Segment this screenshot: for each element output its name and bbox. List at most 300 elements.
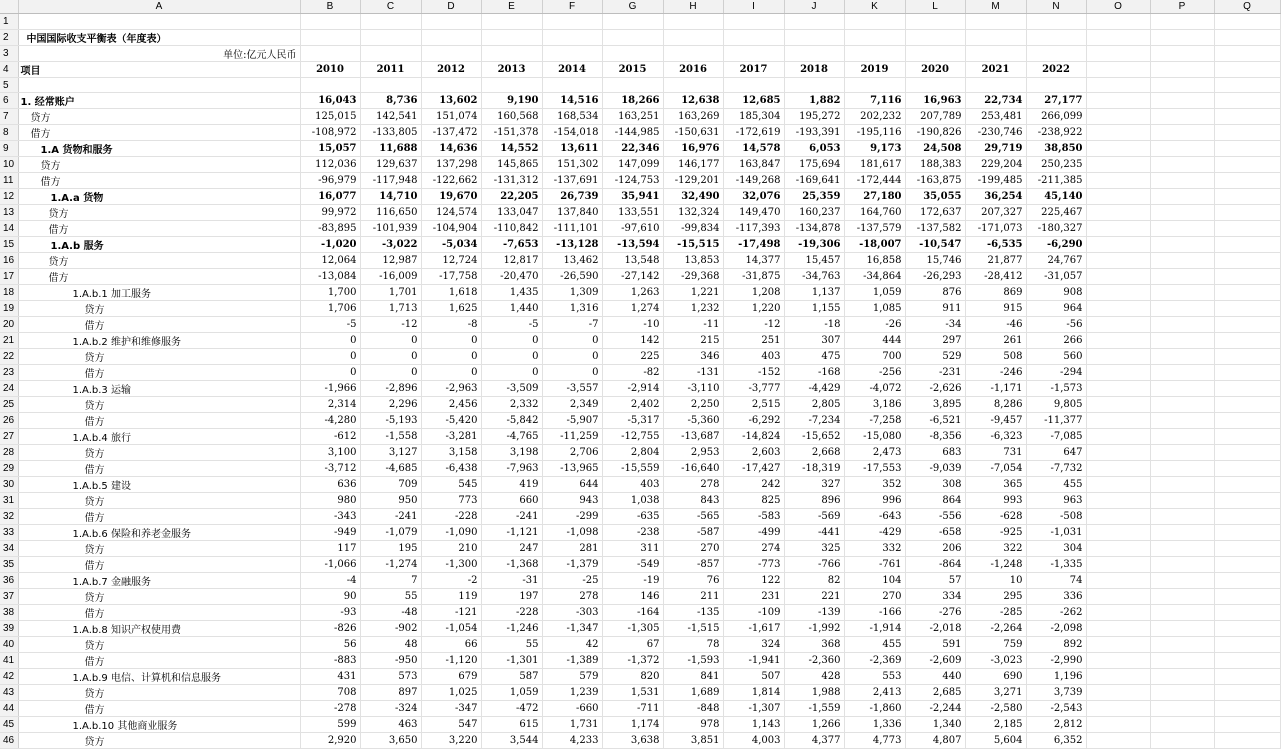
value-cell[interactable]: -6,438 — [421, 461, 481, 477]
value-cell[interactable]: 690 — [965, 669, 1026, 685]
item-label[interactable]: 贷方 — [18, 589, 300, 605]
row-header[interactable]: 33 — [0, 525, 18, 541]
cell[interactable] — [1086, 253, 1150, 269]
value-cell[interactable]: 547 — [421, 717, 481, 733]
row-header[interactable]: 4 — [0, 61, 18, 77]
value-cell[interactable]: -17,498 — [723, 237, 784, 253]
value-cell[interactable]: 12,817 — [481, 253, 542, 269]
value-cell[interactable]: -1,992 — [784, 621, 844, 637]
row-header[interactable]: 30 — [0, 477, 18, 493]
value-cell[interactable]: 599 — [300, 717, 360, 733]
value-cell[interactable]: 3,895 — [905, 397, 965, 413]
value-cell[interactable]: -569 — [784, 509, 844, 525]
cell[interactable] — [905, 14, 965, 30]
cell[interactable] — [965, 45, 1026, 61]
value-cell[interactable]: 125,015 — [300, 109, 360, 125]
cell[interactable] — [1086, 541, 1150, 557]
value-cell[interactable]: 2,812 — [1026, 717, 1086, 733]
cell[interactable] — [1086, 669, 1150, 685]
value-cell[interactable]: 700 — [844, 349, 905, 365]
value-cell[interactable]: 15,746 — [905, 253, 965, 269]
item-label[interactable]: 借方 — [18, 221, 300, 237]
value-cell[interactable]: 195,272 — [784, 109, 844, 125]
value-cell[interactable]: 2,668 — [784, 445, 844, 461]
value-cell[interactable]: 14,377 — [723, 253, 784, 269]
cell[interactable] — [1086, 685, 1150, 701]
value-cell[interactable]: 0 — [481, 333, 542, 349]
value-cell[interactable]: 195 — [360, 541, 421, 557]
cell[interactable] — [1150, 189, 1214, 205]
cell[interactable] — [1150, 253, 1214, 269]
value-cell[interactable]: -303 — [542, 605, 602, 621]
cell[interactable] — [1214, 61, 1280, 77]
cell[interactable] — [1214, 541, 1280, 557]
value-cell[interactable]: 996 — [844, 493, 905, 509]
value-cell[interactable]: 1,701 — [360, 285, 421, 301]
value-cell[interactable]: -2,264 — [965, 621, 1026, 637]
value-cell[interactable]: 207,789 — [905, 109, 965, 125]
cell[interactable] — [723, 14, 784, 30]
row-header[interactable]: 21 — [0, 333, 18, 349]
value-cell[interactable]: -1,090 — [421, 525, 481, 541]
value-cell[interactable]: 365 — [965, 477, 1026, 493]
value-cell[interactable]: 869 — [965, 285, 1026, 301]
value-cell[interactable]: -2,018 — [905, 621, 965, 637]
value-cell[interactable]: -56 — [1026, 317, 1086, 333]
value-cell[interactable]: -20,470 — [481, 269, 542, 285]
value-cell[interactable]: 26,739 — [542, 189, 602, 205]
value-cell[interactable]: 1,025 — [421, 685, 481, 701]
item-label[interactable]: 贷方 — [18, 301, 300, 317]
cell[interactable] — [1086, 493, 1150, 509]
value-cell[interactable]: -276 — [905, 605, 965, 621]
value-cell[interactable]: 2,953 — [663, 445, 723, 461]
value-cell[interactable]: 55 — [481, 637, 542, 653]
column-header[interactable]: A — [18, 0, 300, 14]
value-cell[interactable]: -111,101 — [542, 221, 602, 237]
cell[interactable] — [1150, 285, 1214, 301]
value-cell[interactable]: 0 — [421, 365, 481, 381]
cell[interactable] — [965, 77, 1026, 93]
value-cell[interactable]: -122,662 — [421, 173, 481, 189]
cell[interactable] — [300, 45, 360, 61]
value-cell[interactable]: -168 — [784, 365, 844, 381]
value-cell[interactable]: -3,110 — [663, 381, 723, 397]
value-cell[interactable]: 773 — [421, 493, 481, 509]
value-cell[interactable]: 444 — [844, 333, 905, 349]
cell[interactable] — [1086, 733, 1150, 749]
value-cell[interactable]: -171,073 — [965, 221, 1026, 237]
value-cell[interactable]: 455 — [1026, 477, 1086, 493]
value-cell[interactable]: -1,274 — [360, 557, 421, 573]
row-header[interactable]: 24 — [0, 381, 18, 397]
cell[interactable] — [784, 77, 844, 93]
value-cell[interactable]: -19,306 — [784, 237, 844, 253]
value-cell[interactable]: 19,670 — [421, 189, 481, 205]
value-cell[interactable]: 78 — [663, 637, 723, 653]
cell[interactable] — [1214, 557, 1280, 573]
cell[interactable] — [1086, 413, 1150, 429]
value-cell[interactable]: -2,609 — [905, 653, 965, 669]
cell[interactable] — [602, 77, 663, 93]
value-cell[interactable]: -499 — [723, 525, 784, 541]
value-cell[interactable]: 1,440 — [481, 301, 542, 317]
cell[interactable] — [1214, 109, 1280, 125]
cell[interactable] — [1214, 509, 1280, 525]
cell[interactable] — [542, 29, 602, 45]
value-cell[interactable]: 0 — [421, 333, 481, 349]
cell[interactable] — [1214, 29, 1280, 45]
value-cell[interactable]: -7,258 — [844, 413, 905, 429]
value-cell[interactable]: -180,327 — [1026, 221, 1086, 237]
row-header[interactable]: 34 — [0, 541, 18, 557]
value-cell[interactable]: 1,274 — [602, 301, 663, 317]
value-cell[interactable]: 324 — [723, 637, 784, 653]
cell[interactable] — [1214, 573, 1280, 589]
value-cell[interactable]: -211,385 — [1026, 173, 1086, 189]
value-cell[interactable]: 281 — [542, 541, 602, 557]
value-cell[interactable]: -2,626 — [905, 381, 965, 397]
value-cell[interactable]: -6,323 — [965, 429, 1026, 445]
cell[interactable] — [1150, 157, 1214, 173]
value-cell[interactable]: -34,864 — [844, 269, 905, 285]
row-header[interactable]: 32 — [0, 509, 18, 525]
cell[interactable] — [1086, 701, 1150, 717]
value-cell[interactable]: 2,804 — [602, 445, 663, 461]
column-header[interactable]: L — [905, 0, 965, 14]
value-cell[interactable]: -133,805 — [360, 125, 421, 141]
value-cell[interactable]: -3,777 — [723, 381, 784, 397]
cell[interactable] — [1086, 557, 1150, 573]
row-header[interactable]: 28 — [0, 445, 18, 461]
value-cell[interactable]: 1,239 — [542, 685, 602, 701]
value-cell[interactable]: -1,066 — [300, 557, 360, 573]
value-cell[interactable]: -31 — [481, 573, 542, 589]
cell[interactable] — [360, 14, 421, 30]
cell[interactable] — [1086, 717, 1150, 733]
value-cell[interactable]: 24,767 — [1026, 253, 1086, 269]
cell[interactable] — [1150, 205, 1214, 221]
cell[interactable] — [1086, 333, 1150, 349]
cell[interactable] — [1214, 45, 1280, 61]
value-cell[interactable]: -5,420 — [421, 413, 481, 429]
year-header[interactable]: 2010 — [300, 61, 360, 77]
row-header[interactable]: 7 — [0, 109, 18, 125]
value-cell[interactable]: -1,031 — [1026, 525, 1086, 541]
value-cell[interactable]: 0 — [360, 333, 421, 349]
cell[interactable] — [1086, 637, 1150, 653]
value-cell[interactable]: -231 — [905, 365, 965, 381]
value-cell[interactable]: 5,604 — [965, 733, 1026, 749]
cell[interactable] — [844, 77, 905, 93]
cell[interactable] — [1086, 269, 1150, 285]
cell[interactable] — [421, 14, 481, 30]
item-label[interactable]: 贷方 — [18, 157, 300, 173]
year-header[interactable]: 2014 — [542, 61, 602, 77]
value-cell[interactable]: -2,963 — [421, 381, 481, 397]
column-header[interactable]: B — [300, 0, 360, 14]
item-label[interactable]: 借方 — [18, 413, 300, 429]
value-cell[interactable]: -13,594 — [602, 237, 663, 253]
row-header[interactable]: 6 — [0, 93, 18, 109]
cell[interactable] — [1214, 205, 1280, 221]
value-cell[interactable]: 843 — [663, 493, 723, 509]
cell[interactable] — [1214, 125, 1280, 141]
value-cell[interactable]: 133,551 — [602, 205, 663, 221]
value-cell[interactable]: 1,882 — [784, 93, 844, 109]
value-cell[interactable]: 2,920 — [300, 733, 360, 749]
value-cell[interactable]: 221 — [784, 589, 844, 605]
value-cell[interactable]: -857 — [663, 557, 723, 573]
cell[interactable] — [1214, 253, 1280, 269]
value-cell[interactable]: 215 — [663, 333, 723, 349]
value-cell[interactable]: 943 — [542, 493, 602, 509]
cell[interactable] — [1086, 205, 1150, 221]
value-cell[interactable]: -883 — [300, 653, 360, 669]
value-cell[interactable]: -4 — [300, 573, 360, 589]
value-cell[interactable]: -4,072 — [844, 381, 905, 397]
value-cell[interactable]: -121 — [421, 605, 481, 621]
value-cell[interactable]: 160,568 — [481, 109, 542, 125]
value-cell[interactable]: -5,034 — [421, 237, 481, 253]
value-cell[interactable]: 99,972 — [300, 205, 360, 221]
value-cell[interactable]: 455 — [844, 637, 905, 653]
value-cell[interactable]: -152 — [723, 365, 784, 381]
value-cell[interactable]: -256 — [844, 365, 905, 381]
value-cell[interactable]: -285 — [965, 605, 1026, 621]
cell[interactable] — [1214, 349, 1280, 365]
value-cell[interactable]: 188,383 — [905, 157, 965, 173]
value-cell[interactable]: -15,652 — [784, 429, 844, 445]
value-cell[interactable]: 2,515 — [723, 397, 784, 413]
cell[interactable] — [421, 29, 481, 45]
value-cell[interactable]: 163,847 — [723, 157, 784, 173]
cell[interactable] — [1086, 365, 1150, 381]
value-cell[interactable]: 163,251 — [602, 109, 663, 125]
value-cell[interactable]: 978 — [663, 717, 723, 733]
value-cell[interactable]: -26 — [844, 317, 905, 333]
value-cell[interactable]: 3,127 — [360, 445, 421, 461]
value-cell[interactable]: -246 — [965, 365, 1026, 381]
value-cell[interactable]: -7,653 — [481, 237, 542, 253]
value-cell[interactable]: 253,481 — [965, 109, 1026, 125]
row-header[interactable]: 41 — [0, 653, 18, 669]
value-cell[interactable]: 2,296 — [360, 397, 421, 413]
row-header[interactable]: 43 — [0, 685, 18, 701]
value-cell[interactable]: 403 — [602, 477, 663, 493]
value-cell[interactable]: 4,773 — [844, 733, 905, 749]
value-cell[interactable]: -1,335 — [1026, 557, 1086, 573]
value-cell[interactable]: -1,379 — [542, 557, 602, 573]
value-cell[interactable]: -1,368 — [481, 557, 542, 573]
row-header[interactable]: 23 — [0, 365, 18, 381]
cell[interactable] — [1086, 445, 1150, 461]
value-cell[interactable]: 1,059 — [844, 285, 905, 301]
cell[interactable] — [905, 77, 965, 93]
value-cell[interactable]: 647 — [1026, 445, 1086, 461]
cell[interactable] — [1086, 477, 1150, 493]
value-cell[interactable]: 22,346 — [602, 141, 663, 157]
value-cell[interactable]: 911 — [905, 301, 965, 317]
value-cell[interactable]: 14,636 — [421, 141, 481, 157]
value-cell[interactable]: 4,807 — [905, 733, 965, 749]
value-cell[interactable]: 2,706 — [542, 445, 602, 461]
row-header[interactable]: 17 — [0, 269, 18, 285]
value-cell[interactable]: 172,637 — [905, 205, 965, 221]
value-cell[interactable]: 35,941 — [602, 189, 663, 205]
item-label[interactable]: 借方 — [18, 125, 300, 141]
value-cell[interactable]: 12,685 — [723, 93, 784, 109]
cell[interactable] — [1086, 93, 1150, 109]
value-cell[interactable]: -11,377 — [1026, 413, 1086, 429]
cell[interactable] — [1150, 317, 1214, 333]
row-header[interactable]: 37 — [0, 589, 18, 605]
value-cell[interactable]: -1,593 — [663, 653, 723, 669]
value-cell[interactable]: -1,860 — [844, 701, 905, 717]
value-cell[interactable]: 142 — [602, 333, 663, 349]
value-cell[interactable]: -1,248 — [965, 557, 1026, 573]
cell[interactable] — [1150, 269, 1214, 285]
value-cell[interactable]: -262 — [1026, 605, 1086, 621]
item-label[interactable]: 1.A.b.9 电信、计算机和信息服务 — [18, 669, 300, 685]
cell[interactable] — [542, 77, 602, 93]
value-cell[interactable]: 545 — [421, 477, 481, 493]
value-cell[interactable]: 3,158 — [421, 445, 481, 461]
value-cell[interactable]: -26,590 — [542, 269, 602, 285]
value-cell[interactable]: -117,393 — [723, 221, 784, 237]
value-cell[interactable]: 15,457 — [784, 253, 844, 269]
cell[interactable] — [1214, 413, 1280, 429]
cell[interactable] — [663, 14, 723, 30]
row-header[interactable]: 26 — [0, 413, 18, 429]
value-cell[interactable]: -1,054 — [421, 621, 481, 637]
value-cell[interactable]: 1,689 — [663, 685, 723, 701]
cell[interactable] — [723, 45, 784, 61]
value-cell[interactable]: 307 — [784, 333, 844, 349]
item-label[interactable]: 1.A.b.7 金融服务 — [18, 573, 300, 589]
value-cell[interactable]: 1,059 — [481, 685, 542, 701]
cell[interactable] — [1086, 285, 1150, 301]
cell[interactable] — [1214, 14, 1280, 30]
value-cell[interactable]: 1,336 — [844, 717, 905, 733]
value-cell[interactable]: -5,360 — [663, 413, 723, 429]
value-cell[interactable]: 731 — [965, 445, 1026, 461]
value-cell[interactable]: -441 — [784, 525, 844, 541]
cell[interactable] — [1150, 717, 1214, 733]
value-cell[interactable]: 1,731 — [542, 717, 602, 733]
cell[interactable] — [1150, 477, 1214, 493]
value-cell[interactable]: -3,023 — [965, 653, 1026, 669]
value-cell[interactable]: -14,824 — [723, 429, 784, 445]
value-cell[interactable]: -12,755 — [602, 429, 663, 445]
value-cell[interactable]: 1,340 — [905, 717, 965, 733]
value-cell[interactable]: 346 — [663, 349, 723, 365]
item-label[interactable]: 1.A.b.10 其他商业服务 — [18, 717, 300, 733]
value-cell[interactable]: 9,173 — [844, 141, 905, 157]
value-cell[interactable]: -172,619 — [723, 125, 784, 141]
item-label[interactable]: 借方 — [18, 269, 300, 285]
cell[interactable] — [1026, 29, 1086, 45]
cell[interactable] — [1086, 173, 1150, 189]
value-cell[interactable]: 1,038 — [602, 493, 663, 509]
value-cell[interactable]: -99,834 — [663, 221, 723, 237]
cell[interactable] — [1086, 157, 1150, 173]
value-cell[interactable]: 160,237 — [784, 205, 844, 221]
value-cell[interactable]: 36,254 — [965, 189, 1026, 205]
value-cell[interactable]: 32,490 — [663, 189, 723, 205]
row-header[interactable]: 27 — [0, 429, 18, 445]
value-cell[interactable]: -6,521 — [905, 413, 965, 429]
cell[interactable] — [1214, 429, 1280, 445]
value-cell[interactable]: -31,057 — [1026, 269, 1086, 285]
item-label[interactable]: 1. 经常账户 — [18, 93, 300, 109]
cell[interactable] — [1026, 14, 1086, 30]
value-cell[interactable]: -124,753 — [602, 173, 663, 189]
value-cell[interactable]: -164 — [602, 605, 663, 621]
value-cell[interactable]: -26,293 — [905, 269, 965, 285]
value-cell[interactable]: 963 — [1026, 493, 1086, 509]
value-cell[interactable]: -137,691 — [542, 173, 602, 189]
cell[interactable] — [1086, 77, 1150, 93]
column-header[interactable]: F — [542, 0, 602, 14]
value-cell[interactable]: -11,259 — [542, 429, 602, 445]
value-cell[interactable]: 876 — [905, 285, 965, 301]
value-cell[interactable]: 4,233 — [542, 733, 602, 749]
cell[interactable] — [1214, 621, 1280, 637]
value-cell[interactable]: -2 — [421, 573, 481, 589]
value-cell[interactable]: 2,402 — [602, 397, 663, 413]
value-cell[interactable]: 0 — [542, 333, 602, 349]
value-cell[interactable]: 27,180 — [844, 189, 905, 205]
value-cell[interactable]: -1,372 — [602, 653, 663, 669]
value-cell[interactable]: -1,573 — [1026, 381, 1086, 397]
value-cell[interactable]: -299 — [542, 509, 602, 525]
row-header[interactable]: 25 — [0, 397, 18, 413]
value-cell[interactable]: 297 — [905, 333, 965, 349]
cell[interactable] — [1214, 221, 1280, 237]
value-cell[interactable]: 197 — [481, 589, 542, 605]
value-cell[interactable]: 308 — [905, 477, 965, 493]
value-cell[interactable]: 1,263 — [602, 285, 663, 301]
cell[interactable] — [1150, 413, 1214, 429]
row-header[interactable]: 18 — [0, 285, 18, 301]
cell[interactable] — [18, 77, 300, 93]
value-cell[interactable]: -1,966 — [300, 381, 360, 397]
value-cell[interactable]: 3,100 — [300, 445, 360, 461]
cell[interactable] — [1150, 669, 1214, 685]
value-cell[interactable]: -228 — [481, 605, 542, 621]
value-cell[interactable]: -556 — [905, 509, 965, 525]
value-cell[interactable]: -13,965 — [542, 461, 602, 477]
row-header[interactable]: 15 — [0, 237, 18, 253]
value-cell[interactable]: -4,685 — [360, 461, 421, 477]
column-header[interactable]: M — [965, 0, 1026, 14]
value-cell[interactable]: 104 — [844, 573, 905, 589]
value-cell[interactable]: 7 — [360, 573, 421, 589]
value-cell[interactable]: 147,099 — [602, 157, 663, 173]
cell[interactable] — [481, 45, 542, 61]
value-cell[interactable]: -15,080 — [844, 429, 905, 445]
value-cell[interactable]: 67 — [602, 637, 663, 653]
value-cell[interactable]: 475 — [784, 349, 844, 365]
value-cell[interactable]: 119 — [421, 589, 481, 605]
value-cell[interactable]: -228 — [421, 509, 481, 525]
cell[interactable] — [1150, 429, 1214, 445]
cell[interactable] — [1026, 77, 1086, 93]
cell[interactable] — [1214, 157, 1280, 173]
value-cell[interactable]: 164,760 — [844, 205, 905, 221]
value-cell[interactable]: 1,232 — [663, 301, 723, 317]
